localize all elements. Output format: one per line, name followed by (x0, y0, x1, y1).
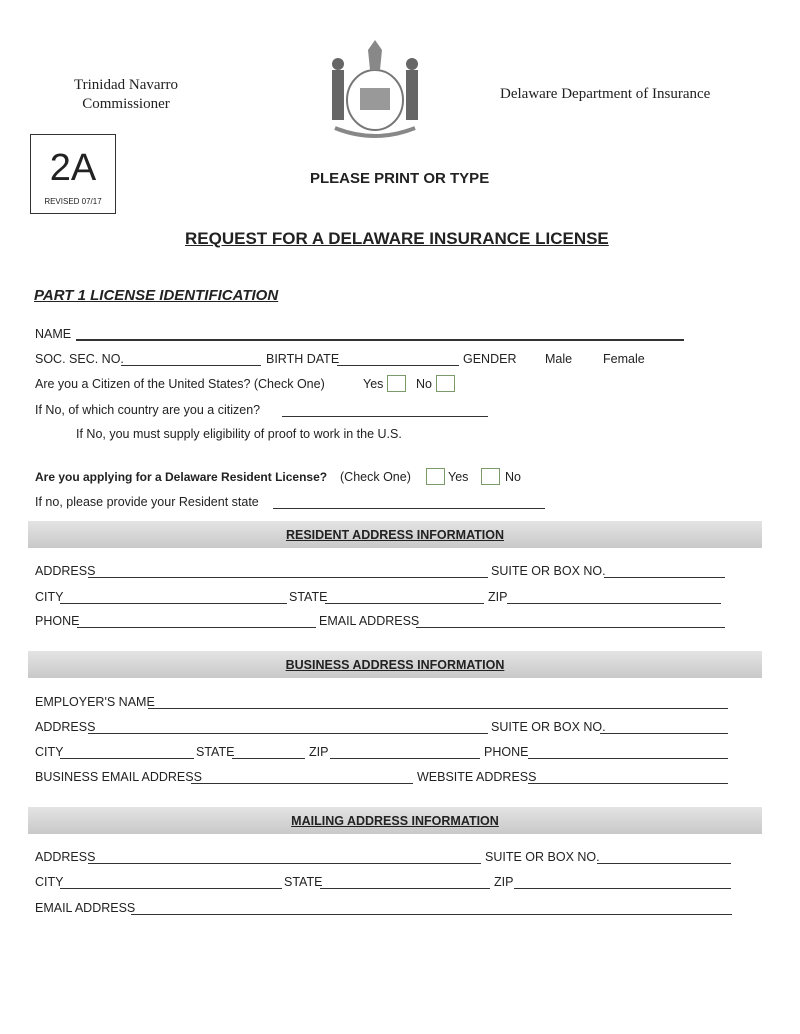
mailing-address-label: ADDRESS (35, 850, 96, 864)
citizen-no-label: No (416, 377, 432, 391)
mailing-heading: MAILING ADDRESS INFORMATION (291, 813, 499, 828)
country-question: If No, of which country are you a citizen? (35, 403, 261, 417)
resident-state-question: If no, please provide your Resident state (35, 495, 259, 509)
business-state-label: STATE (196, 745, 235, 759)
resident-no-label: No (505, 470, 521, 484)
business-email-field[interactable] (191, 783, 413, 784)
citizen-yes-checkbox[interactable] (387, 375, 406, 392)
business-city-label: CITY (35, 745, 64, 759)
employer-label: EMPLOYER'S NAME (35, 695, 155, 709)
business-suite-label: SUITE OR BOX NO. (491, 720, 606, 734)
name-field[interactable] (76, 339, 684, 341)
resident-city-label: CITY (35, 590, 64, 604)
print-instruction: PLEASE PRINT OR TYPE (310, 170, 490, 187)
commissioner-title: Commissioner (82, 96, 170, 112)
mailing-suite-field[interactable] (597, 863, 731, 864)
form-number: 2A (49, 147, 97, 189)
resident-phone-label: PHONE (35, 614, 80, 628)
name-label: NAME (35, 327, 72, 341)
resident-zip-label: ZIP (488, 590, 508, 604)
birth-date-label: BIRTH DATE (266, 352, 340, 366)
resident-heading: RESIDENT ADDRESS INFORMATION (285, 527, 505, 542)
mailing-city-field[interactable] (60, 888, 282, 889)
citizen-yes-label: Yes (363, 377, 384, 391)
resident-address-field[interactable] (88, 577, 488, 578)
ssn-label: SOC. SEC. NO. (35, 352, 124, 366)
resident-yes-label: Yes (448, 470, 469, 484)
resident-email-field[interactable] (416, 627, 725, 628)
form-title: REQUEST FOR A DELAWARE INSURANCE LICENSE (185, 229, 609, 248)
mailing-zip-field[interactable] (514, 888, 731, 889)
citizen-question: Are you a Citizen of the United States? (Check One) (35, 377, 325, 391)
resident-yes-checkbox[interactable] (426, 468, 445, 485)
mailing-state-field[interactable] (320, 888, 490, 889)
resident-section-banner (28, 521, 762, 548)
business-phone-field[interactable] (528, 758, 728, 759)
delaware-seal-icon (320, 40, 430, 140)
mailing-suite-label: SUITE OR BOX NO. (485, 850, 600, 864)
mailing-state-label: STATE (284, 875, 323, 889)
form-number-box (30, 134, 116, 214)
mailing-section-banner (28, 807, 762, 834)
business-address-field[interactable] (88, 733, 488, 734)
resident-address-label: ADDRESS (35, 564, 96, 578)
country-field[interactable] (282, 416, 488, 417)
commissioner-name: Trinidad Navarro (73, 77, 178, 93)
business-phone-label: PHONE (484, 745, 529, 759)
website-label: WEBSITE ADDRESS (417, 770, 537, 784)
resident-state-label: STATE (289, 590, 328, 604)
mailing-address-field[interactable] (88, 863, 481, 864)
revised-date: REVISED 07/17 (44, 197, 102, 206)
birth-date-field[interactable] (337, 365, 459, 366)
resident-state-input[interactable] (325, 603, 484, 604)
business-zip-label: ZIP (309, 745, 329, 759)
business-address-label: ADDRESS (35, 720, 96, 734)
department-name: Delaware Department of Insurance (500, 86, 711, 102)
ssn-field[interactable] (121, 365, 261, 366)
employer-field[interactable] (148, 708, 728, 709)
citizen-no-checkbox[interactable] (436, 375, 455, 392)
website-field[interactable] (528, 783, 728, 784)
resident-check-one: (Check One) (340, 470, 411, 484)
part1-heading: PART 1 LICENSE IDENTIFICATION (34, 287, 279, 304)
business-state-field[interactable] (232, 758, 305, 759)
mailing-email-label: EMAIL ADDRESS (35, 901, 136, 915)
gender-female-option[interactable]: Female (603, 352, 645, 366)
mailing-zip-label: ZIP (494, 875, 514, 889)
gender-label: GENDER (463, 352, 517, 366)
gender-male-option[interactable]: Male (545, 352, 573, 366)
business-city-field[interactable] (60, 758, 194, 759)
business-heading: BUSINESS ADDRESS INFORMATION (285, 657, 505, 672)
resident-state-field[interactable] (273, 508, 545, 509)
resident-city-field[interactable] (60, 603, 287, 604)
eligibility-note: If No, you must supply eligibility of proof to work in the U.S. (76, 427, 402, 441)
mailing-city-label: CITY (35, 875, 64, 889)
business-email-label: BUSINESS EMAIL ADDRESS (35, 770, 202, 784)
business-section-banner (28, 651, 762, 678)
resident-suite-label: SUITE OR BOX NO. (491, 564, 606, 578)
business-suite-field[interactable] (600, 733, 728, 734)
business-zip-field[interactable] (330, 758, 480, 759)
commissioner-block (66, 76, 186, 114)
mailing-email-field[interactable] (131, 914, 732, 915)
resident-suite-field[interactable] (604, 577, 725, 578)
resident-question: Are you applying for a Delaware Resident License? (35, 470, 328, 484)
resident-no-checkbox[interactable] (481, 468, 500, 485)
resident-email-label: EMAIL ADDRESS (319, 614, 420, 628)
resident-zip-field[interactable] (507, 603, 721, 604)
resident-phone-field[interactable] (77, 627, 316, 628)
